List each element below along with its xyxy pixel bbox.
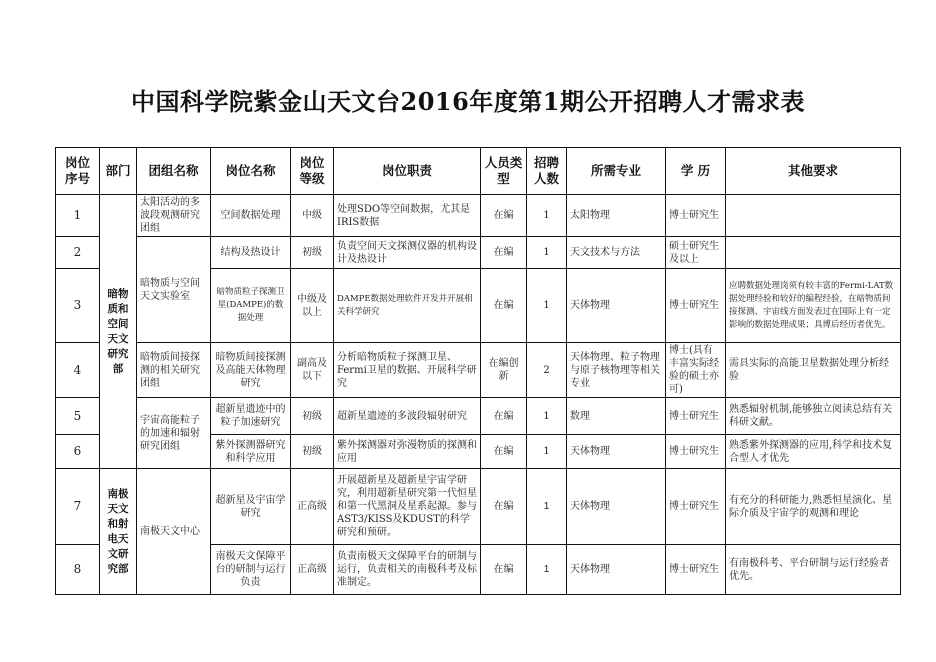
header-edu: 学 历	[666, 148, 726, 195]
position-number: 2	[56, 237, 100, 269]
recruitment-table	[55, 147, 901, 595]
position-duty: 负责空间天文探测仪器的机构设计及热设计	[334, 237, 481, 269]
other-requirements: 需具实际的高能卫星数据处理分析经验	[726, 343, 901, 398]
staff-type: 在编	[481, 237, 527, 269]
position-level: 正高级	[291, 545, 334, 595]
header-dept: 部门	[100, 148, 137, 195]
position-name: 超新星及宇宙学研究	[211, 469, 291, 545]
education: 博士研究生	[666, 545, 726, 595]
required-major: 天体物理	[567, 269, 666, 343]
header-level: 岗位等级	[291, 148, 334, 195]
position-level: 初级	[291, 237, 334, 269]
position-name: 南极天文保障平台的研制与运行负责	[211, 545, 291, 595]
group-name: 宇宙高能粒子的加速和辐射研究团组	[137, 398, 211, 469]
hire-count: 1	[527, 469, 567, 545]
other-requirements: 有充分的科研能力,熟悉恒星演化、星际介质及宇宙学的观测和理论	[726, 469, 901, 545]
header-row	[56, 148, 901, 195]
position-name: 结构及热设计	[211, 237, 291, 269]
position-number: 3	[56, 269, 100, 343]
position-duty: 开展超新星及超新星宇宙学研究，利用超新星研究第一代恒星和第一代黑洞及星系起源。参与AST3/KISS及KDUST的科学研究和预研。	[334, 469, 481, 545]
table-row	[56, 237, 901, 269]
required-major: 天体物理	[567, 545, 666, 595]
required-major: 天体物理	[567, 469, 666, 545]
position-level: 初级	[291, 435, 334, 469]
table-row	[56, 195, 901, 237]
position-name: 暗物质粒子探测卫星(DAMPE)的数据处理	[211, 269, 291, 343]
header-type: 人员类型	[481, 148, 527, 195]
department: 南极天文和射电天文研究部	[100, 469, 137, 595]
staff-type: 在编	[481, 398, 527, 435]
hire-count: 1	[527, 545, 567, 595]
page-title: 中国科学院紫金山天文台2016年度第1期公开招聘人才需求表	[131, 87, 805, 116]
staff-type: 在编	[481, 469, 527, 545]
position-level: 中级及以上	[291, 269, 334, 343]
other-requirements: 有南极科考、平台研制与运行经验者优先。	[726, 545, 901, 595]
required-major: 天体物理	[567, 435, 666, 469]
required-major: 太阳物理	[567, 195, 666, 237]
position-number: 1	[56, 195, 100, 237]
position-duty: 分析暗物质粒子探测卫星、Fermi卫星的数据、开展科学研究	[334, 343, 481, 398]
position-duty: 处理SDO等空间数据，尤其是IRIS数据	[334, 195, 481, 237]
group-name: 太阳活动的多波段观测研究团组	[137, 195, 211, 237]
department: 暗物质和空间天文研究部	[100, 195, 137, 469]
education: 博士研究生	[666, 435, 726, 469]
position-name: 暗物质间接探测及高能天体物理研究	[211, 343, 291, 398]
required-major: 天体物理、粒子物理与原子核物理等相关专业	[567, 343, 666, 398]
hire-count: 1	[527, 435, 567, 469]
other-requirements: 熟悉辐射机制,能够独立阅读总结有关科研文献。	[726, 398, 901, 435]
hire-count: 1	[527, 237, 567, 269]
group-name: 暗物质间接探测的相关研究团组	[137, 343, 211, 398]
other-requirements	[726, 237, 901, 269]
education: 博士研究生	[666, 469, 726, 545]
table-row	[56, 398, 901, 435]
position-duty: DAMPE数据处理软件开发并开展相关科学研究	[334, 269, 481, 343]
position-level: 中级	[291, 195, 334, 237]
header-count: 招聘人数	[527, 148, 567, 195]
header-other: 其他要求	[726, 148, 901, 195]
position-number: 8	[56, 545, 100, 595]
position-number: 4	[56, 343, 100, 398]
position-level: 正高级	[291, 469, 334, 545]
header-group: 团组名称	[137, 148, 211, 195]
position-duty: 超新星遗迹的多波段辐射研究	[334, 398, 481, 435]
position-duty: 紫外探测器对弥漫物质的探测和应用	[334, 435, 481, 469]
education: 硕士研究生及以上	[666, 237, 726, 269]
hire-count: 1	[527, 195, 567, 237]
staff-type: 在编	[481, 545, 527, 595]
table-row	[56, 469, 901, 545]
required-major: 数理	[567, 398, 666, 435]
position-name: 空间数据处理	[211, 195, 291, 237]
hire-count: 1	[527, 269, 567, 343]
staff-type: 在编创新	[481, 343, 527, 398]
header-major: 所需专业	[567, 148, 666, 195]
position-level: 初级	[291, 398, 334, 435]
other-requirements	[726, 195, 901, 237]
header-duty: 岗位职责	[334, 148, 481, 195]
header-no: 岗位序号	[56, 148, 100, 195]
position-name: 紫外探测器研究和科学应用	[211, 435, 291, 469]
group-name: 南极天文中心	[137, 469, 211, 595]
hire-count: 1	[527, 398, 567, 435]
education: 博士研究生	[666, 269, 726, 343]
position-number: 7	[56, 469, 100, 545]
position-number: 6	[56, 435, 100, 469]
header-position: 岗位名称	[211, 148, 291, 195]
staff-type: 在编	[481, 195, 527, 237]
hire-count: 2	[527, 343, 567, 398]
required-major: 天文技术与方法	[567, 237, 666, 269]
position-duty: 负责南极天文保障平台的研制与运行，负责相关的南极科考及标准制定。	[334, 545, 481, 595]
staff-type: 在编	[481, 269, 527, 343]
staff-type: 在编	[481, 435, 527, 469]
education: 博士研究生	[666, 398, 726, 435]
education: 博士研究生	[666, 195, 726, 237]
group-name: 暗物质与空间天文实验室	[137, 237, 211, 343]
other-requirements: 应聘数据处理岗须有较丰富的Fermi-LAT数据处理经验和较好的编程经验，在暗物质间接探测、宇宙线方面发表过在国际上有一定影响的数据处理成果；具博后经历者优先。	[726, 269, 901, 343]
education: 博士(具有丰富实际经验的硕士亦可)	[666, 343, 726, 398]
position-level: 副高及以下	[291, 343, 334, 398]
position-number: 5	[56, 398, 100, 435]
position-name: 超新星遗迹中的粒子加速研究	[211, 398, 291, 435]
table-row	[56, 343, 901, 398]
other-requirements: 熟悉紫外探测器的应用,科学和技术复合型人才优先	[726, 435, 901, 469]
